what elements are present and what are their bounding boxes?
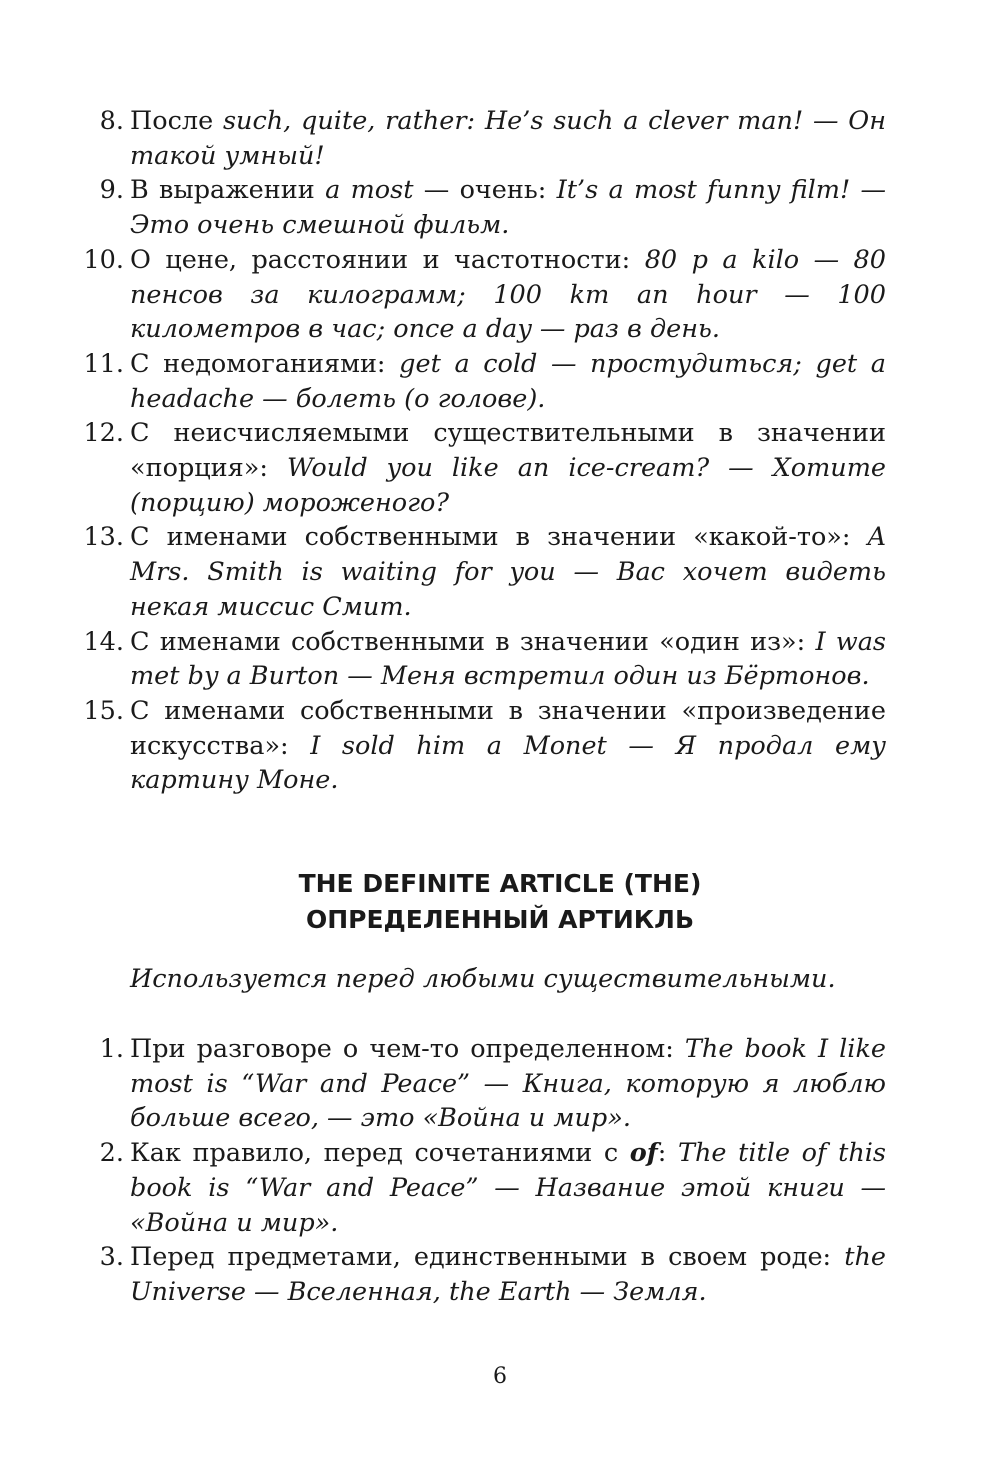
list-item [70, 1240, 886, 1309]
list-item-number: 15. [83, 695, 124, 726]
rule-text: С именами собственными в значении «один из»: [130, 626, 816, 657]
keyword-text: of [629, 1138, 658, 1169]
example-text: I was met by a Burton — Меня встретил один из Бёртонов. [130, 626, 886, 692]
list-item-number: 9. [99, 175, 124, 206]
list-item-number: 14. [83, 626, 124, 657]
example-text: the Universe — Вселенная, the Earth — Земля. [130, 1242, 886, 1307]
list-item [70, 625, 886, 694]
list-item [70, 347, 886, 416]
rule-text: При разговоре о чем-то определенном: [130, 1034, 685, 1064]
rule-text: Как правило, перед сочетаниями с [130, 1138, 630, 1169]
example-text: The book I like most is “War and Peace” — Книга, которую я люблю больше всего, — это «Война и мир». [130, 1034, 887, 1134]
definite-article-usage-list [70, 1032, 886, 1310]
example-text: get a cold — простудиться; get a headache — болеть (о голове). [130, 348, 886, 414]
example-text: It’s a most funny film! — Это очень смешной фильм. [130, 175, 886, 241]
page-number: 6 [493, 1364, 507, 1389]
rule-text: С неисчисляемыми существительными в значении «порция»: [130, 418, 886, 484]
list-item [70, 520, 886, 624]
rule-text: С именами собственными в значении «какой-то»: [130, 522, 868, 553]
list-item [70, 173, 886, 242]
list-item [70, 694, 886, 798]
rule-text: О цене, расстоянии и частотности: [130, 244, 645, 275]
example-text: I sold him a Monet — Я продал ему картину Моне. [130, 730, 887, 796]
list-item-number: 8. [99, 106, 124, 136]
list-item [70, 104, 886, 173]
list-item-number: 2. [99, 1138, 124, 1169]
example-text: The title of this book is “War and Peace” — Название этой книги — «Война и мир». [130, 1138, 886, 1238]
section-heading-russian: ОПРЕДЕЛЕННЫЙ АРТИКЛЬ [305, 905, 695, 934]
rule-text: В выражении [130, 175, 326, 206]
list-item [70, 1136, 886, 1240]
list-item [70, 416, 886, 520]
rule-text: С недомоганиями: [130, 348, 400, 379]
rule-text: — очень: [413, 175, 557, 206]
list-item-number: 1. [99, 1034, 124, 1064]
section-intro: Используется перед любыми существительными. [130, 964, 836, 994]
rule-text: Перед предметами, единственными в своем роде: [130, 1242, 845, 1273]
list-item-number: 12. [83, 418, 124, 449]
section-heading-english: THE DEFINITE ARTICLE (THE) [298, 869, 702, 898]
list-item-number: 13. [83, 522, 124, 553]
example-text: a most [325, 175, 414, 206]
example-text: A Mrs. Smith is waiting for you — Вас хочет видеть некая миссис Смит. [130, 522, 886, 622]
indefinite-article-usage-list [70, 104, 886, 798]
list-item-number: 10. [83, 244, 124, 275]
rule-text: С именами собственными в значении «произведение искусства»: [130, 695, 886, 761]
list-item [70, 243, 886, 347]
list-item-number: 11. [83, 348, 124, 379]
example-text: 80 p a kilo — 80 пенсов за килограмм; 100 km an hour — 100 километров в час; once a day — раз в день. [130, 244, 886, 345]
example-text: Would you like an ice-cream? — Хотите (порцию) мороженого? [130, 453, 886, 518]
rule-text: После [130, 106, 223, 136]
rule-text: : [657, 1138, 678, 1169]
example-text: such, quite, rather: He’s such a clever man! — Он такой умный! [130, 106, 886, 171]
list-item [70, 1032, 886, 1136]
list-item-number: 3. [99, 1242, 124, 1273]
